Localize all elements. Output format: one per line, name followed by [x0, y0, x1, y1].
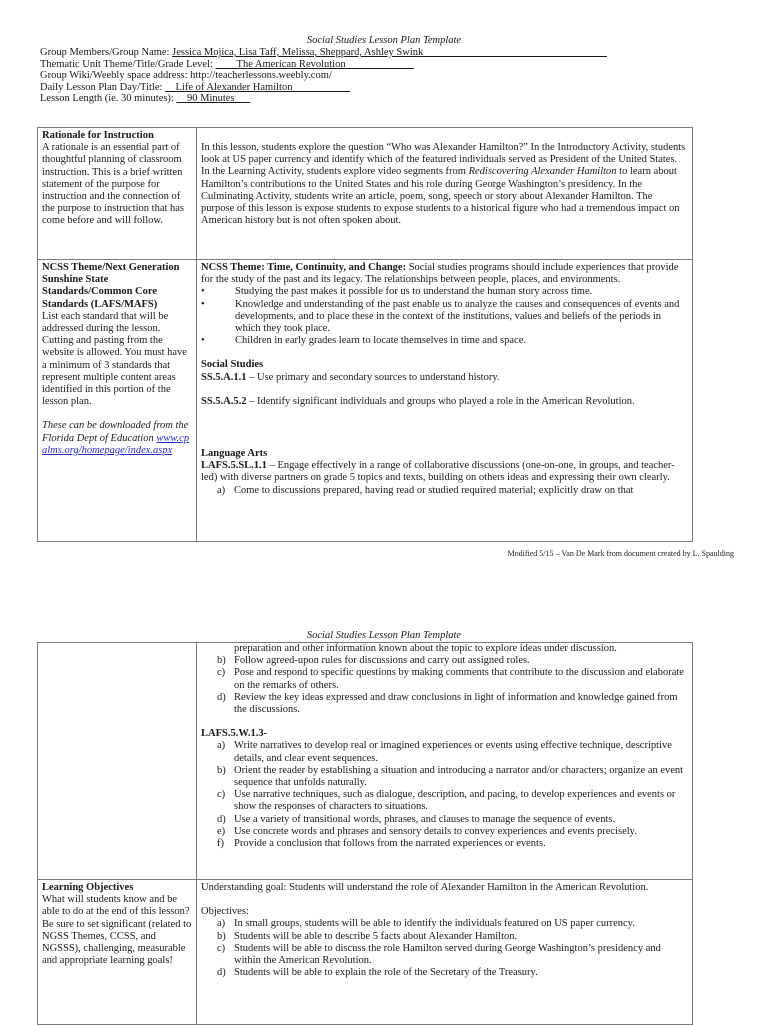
objectives-label: Objectives:	[201, 906, 249, 918]
length-label: Lesson Length (ie. 30 minutes):	[40, 93, 177, 105]
thematic-value: The American Revolution	[236, 58, 346, 70]
list-item: a) In small groups, students will be able to identify the individuals featured on US paper currency.	[217, 918, 635, 930]
list-item: d) Use a variety of transitional words, phrases, and clauses to manage the sequence of events.	[217, 813, 616, 825]
lesson-meta	[40, 47, 607, 105]
standard-ss-a-1-1: SS.5.A.1.1 – Use primary and secondary sources to understand history.	[201, 371, 500, 383]
ncss-bullets	[201, 286, 688, 347]
ncss-heading: NCSS Theme/Next Generation Sunshine State Standards/Common Core Standards (LAFS/MAFS)	[42, 262, 180, 310]
rationale-label-cell	[38, 128, 197, 260]
group-members-value: Jessica Mojica, Lisa Taff, Melissa, Sheppard, Ashley Swink	[172, 47, 424, 58]
group-members-label: Group Members/Group Name:	[40, 47, 173, 58]
lesson-plan-table-1	[37, 127, 693, 542]
wiki-value: http://teacherlessons.weebly.com/	[190, 70, 332, 82]
standards-continued-content-cell	[197, 643, 693, 880]
rationale-description: A rationale is an essential part of thoughtful planning of classroom instruction. This is a brief written statement of the purpose for instruction and the connection of the purpose to instruction that has come before and will follow.	[42, 142, 185, 227]
rationale-content-cell	[197, 128, 693, 260]
length-value: 90 Minutes	[186, 93, 235, 105]
wiki-label: Group Wiki/Weebly space address:	[40, 70, 191, 82]
language-arts-heading: Language Arts	[201, 448, 268, 460]
list-item: c) Pose and respond to specific questions by making comments that contribute to the discussion and elaborate on the remarks of others.	[217, 667, 684, 691]
ncss-download-note: These can be downloaded from the Florida Dept of Education www.cpalms.org/homepage/index.aspx	[42, 420, 190, 456]
social-studies-heading: Social Studies	[201, 359, 264, 371]
daily-label: Daily Lesson Plan Day/Title:	[40, 81, 166, 93]
ncss-content-cell	[197, 260, 693, 542]
sl-sub-list-continued	[201, 643, 688, 716]
objectives-heading: Learning Objectives	[42, 882, 134, 893]
ncss-theme: NCSS Theme: Time, Continuity, and Change: Social studies programs should include experiences that provide for the study of the past and its legacy. The relationships between people, places, and environments.	[201, 262, 679, 286]
rationale-row	[38, 128, 693, 260]
standard-ss-a-5-2: SS.5.A.5.2 – Identify significant individuals and groups who played a role in the American Revolution.	[201, 395, 635, 407]
thematic-label: Thematic Unit Theme/Title/Grade Level:	[40, 58, 216, 70]
lesson-plan-table-2	[37, 642, 693, 1025]
thematic-line	[40, 59, 607, 71]
list-item: c) Use narrative techniques, such as dialogue, description, and pacing, to develop experiences and events or show the responses of characters to situations.	[217, 789, 676, 813]
daily-value: Life of Alexander Hamilton	[175, 81, 293, 93]
standard-lafs-w-1-3: LAFS.5.W.1.3-	[201, 728, 268, 740]
group-members-line	[40, 47, 607, 59]
ncss-label-cell	[38, 260, 197, 542]
list-item: f) Provide a conclusion that follows from the narrated experiences or events.	[217, 838, 546, 850]
list-item: b) Orient the reader by establishing a situation and introducing a narrator and/or characters; organize an event sequence that unfolds naturally.	[217, 764, 684, 789]
objectives-content-cell	[197, 880, 693, 1025]
cpalms-link[interactable]: www.cpalms.org/homepage/index.aspx	[42, 432, 190, 456]
standards-continued-label-cell	[38, 643, 197, 880]
page-footer: Modified 5/15 – Van De Mark from document created by L. Spaulding	[507, 549, 734, 558]
objectives-row	[38, 880, 693, 1025]
list-item: b) Follow agreed-upon rules for discussions and carry out assigned roles.	[217, 655, 530, 667]
list-item: a) Come to discussions prepared, having read or studied required material; explicitly draw on that	[217, 484, 634, 496]
objectives-description: What will students know and be able to do at the end of this lesson? Be sure to set significant (related to NGSS Themes, CCSS, and NGSSS), challenging, measurable and appropriate learning goals!	[42, 894, 192, 967]
rationale-text: In this lesson, students explore the question “Who was Alexander Hamilton?” In the Introductory Activity, students look at US paper currency and identify which of the featured individuals served as President of the United States. In the Learning Activity, students explore video segments from Rediscovering Alexander Hamilton to learn about Hamilton’s contributions to the United States and his role during George Washington’s presidency. In the Culminating Activity, students write an article, poem, song, speech or story about Alexander Hamilton. The purpose of this lesson is expose students to expose students to a historical figure who had a tremendous impact on American history but is not often spoken about.	[201, 142, 686, 227]
list-item: e) Use concrete words and phrases and sensory details to convey experiences and events precisely.	[217, 825, 637, 837]
list-item: b) Students will be able to describe 5 facts about Alexander Hamilton.	[217, 930, 518, 942]
page-break	[0, 565, 768, 623]
understanding-goal: Understanding goal: Students will understand the role of Alexander Hamilton in the American Revolution.	[201, 882, 649, 893]
list-item: a) Write narratives to develop real or imagined experiences or events using effective technique, descriptive details, and clear event sequences.	[217, 740, 672, 764]
ncss-description: List each standard that will be addressed during the lesson. Cutting and pasting from the website is allowed. You must have a minimum of 3 standards that represent multiple content areas identified in this portion of the lesson plan.	[42, 310, 187, 408]
list-item: d) Review the key ideas expressed and draw conclusions in light of information and knowledge gained from the discussions.	[217, 691, 678, 716]
page-title-2: Social Studies Lesson Plan Template	[306, 630, 462, 641]
objectives-label-cell	[38, 880, 197, 1025]
ncss-row	[38, 260, 693, 542]
rationale-heading: Rationale for Instruction	[42, 130, 154, 141]
length-line	[40, 93, 607, 105]
list-item: c) Students will be able to discuss the role Hamilton served during George Washington’s presidency and within the American Revolution.	[217, 942, 661, 967]
standards-continued-row	[38, 643, 693, 880]
page-title: Social Studies Lesson Plan Template	[306, 35, 462, 46]
list-item: preparation and other information known about the topic to explore ideas under discussion.	[234, 643, 617, 654]
list-item: • Knowledge and understanding of the past enable us to analyze the causes and consequences of events and developments, and to place these in the context of the institutions, values and beliefs of the periods in which they took place.	[201, 298, 680, 335]
wiki-line	[40, 70, 607, 82]
objectives-list	[201, 918, 688, 979]
standard-lafs-sl-1-1: LAFS.5.SL.1.1 – Engage effectively in a range of collaborative discussions (one-on-one, in groups, and teacher-led) with diverse partners on grade 5 topics and texts, building on others ideas and expressing their own clearly.	[201, 460, 675, 484]
daily-line	[40, 82, 607, 94]
list-item: d) Students will be able to explain the role of the Secretary of the Treasury.	[217, 967, 538, 979]
sl-sub-list	[201, 485, 688, 497]
list-item: • Studying the past makes it possible for us to understand the human story across time.	[201, 286, 593, 298]
w13-sub-list	[201, 740, 688, 850]
list-item: • Children in early grades learn to locate themselves in time and space.	[201, 335, 526, 347]
